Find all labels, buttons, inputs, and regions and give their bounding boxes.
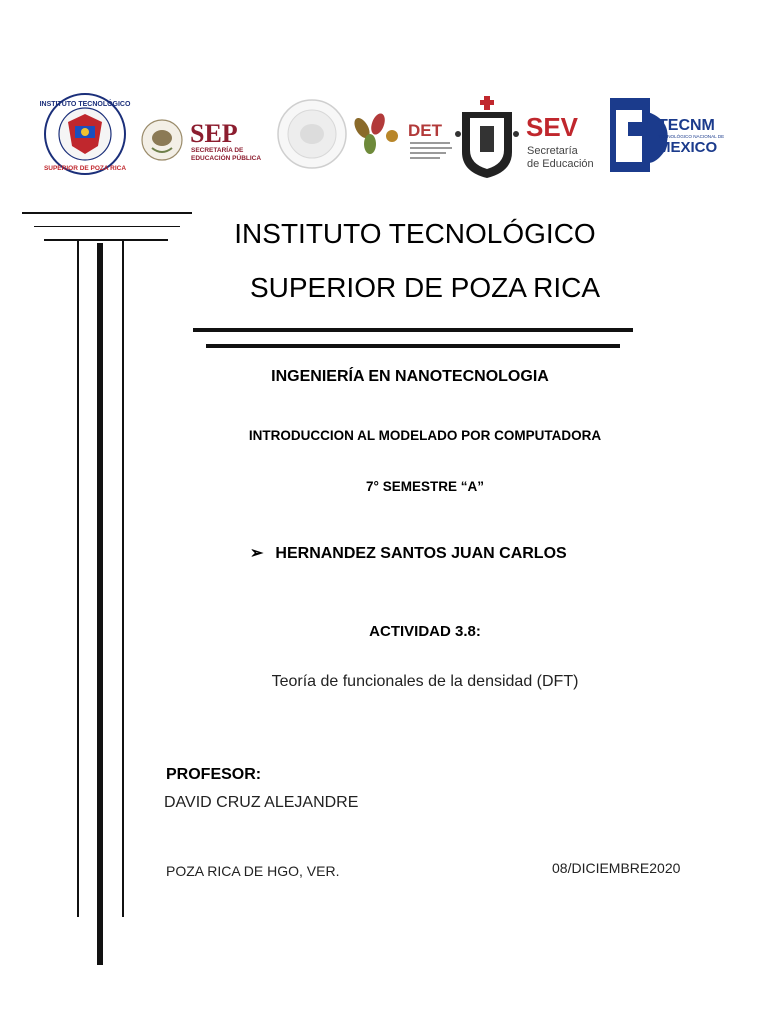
mexico-text: MEXICO <box>658 139 718 156</box>
date: 08/DICIEMBRE2020 <box>552 860 681 876</box>
professor-name: DAVID CRUZ ALEJANDRE <box>164 794 359 811</box>
location: POZA RICA DE HGO, VER. <box>166 863 340 879</box>
sep-logo <box>190 119 261 162</box>
activity-number: ACTIVIDAD 3.8: <box>369 623 481 640</box>
det-text: DET <box>408 121 442 140</box>
title-underline-2 <box>206 344 620 348</box>
left-decorative-rule-3 <box>44 239 168 241</box>
veracruz-shield-logo <box>455 96 519 178</box>
tecnm-logo <box>610 98 724 172</box>
subject-name: INTRODUCCION AL MODELADO POR COMPUTADORA <box>248 428 602 443</box>
left-decorative-rule-1 <box>22 212 192 214</box>
logo-strip <box>40 92 730 184</box>
tecnm-small-text: TECNOLÓGICO NACIONAL DE <box>658 134 725 139</box>
mexico-coat-of-arms-logo <box>142 120 182 160</box>
professor-label: PROFESOR: <box>166 766 262 783</box>
sev-sub2-text: de Educación <box>527 158 594 170</box>
career-name: INGENIERÍA EN NANOTECNOLOGIA <box>271 368 549 385</box>
sev-logo <box>526 112 594 170</box>
institute-title-line-2: SUPERIOR DE POZA RICA <box>249 272 601 303</box>
left-vertical-line-thick <box>97 243 103 965</box>
itspr-seal-top-text: INSTITUTO TECNOLÓGICO <box>40 101 131 108</box>
itspr-seal-logo <box>40 94 131 174</box>
det-logo <box>408 121 452 159</box>
logos-svg <box>40 92 730 184</box>
tecnm-text: TECNM <box>658 117 715 134</box>
national-seal-logo <box>278 100 346 168</box>
itspr-seal-bottom-text: SUPERIOR DE POZA RICA <box>43 165 127 172</box>
institute-title-line-1: INSTITUTO TECNOLÓGICO <box>234 218 596 249</box>
left-vertical-line-2 <box>122 241 124 917</box>
sev-sub1-text: Secretaría <box>527 145 578 157</box>
left-decorative-rule-2 <box>34 226 180 227</box>
sep-sub1-text: SECRETARÍA DE <box>191 147 244 154</box>
title-underline-1 <box>193 328 633 332</box>
sep-sub2-text: EDUCACIÓN PÚBLICA <box>191 155 262 162</box>
activity-topic: Teoría de funcionales de la densidad (DFT) <box>271 673 579 690</box>
student-row <box>250 543 567 563</box>
student-name: HERNANDEZ SANTOS JUAN CARLOS <box>275 545 567 562</box>
semester: 7° SEMESTRE “A” <box>366 479 484 494</box>
sev-text: SEV <box>526 112 579 142</box>
left-vertical-line-1 <box>77 241 79 917</box>
bullet-arrow-icon: ➢ <box>250 545 264 562</box>
leaf-emblem-logo <box>351 112 398 154</box>
sep-text: SEP <box>190 119 238 148</box>
